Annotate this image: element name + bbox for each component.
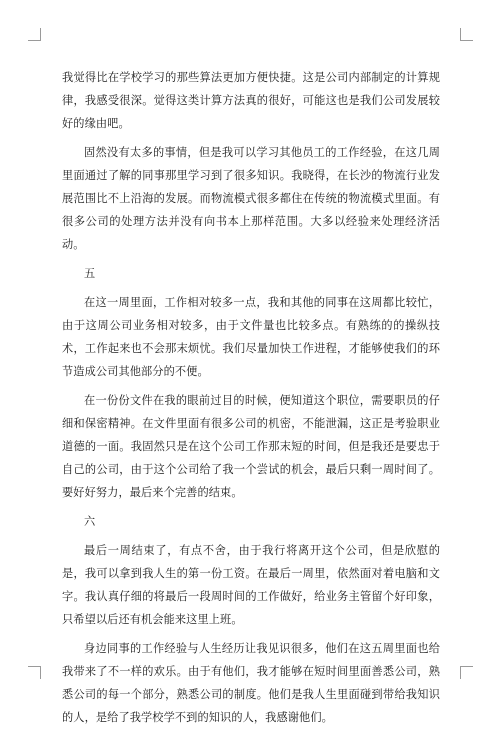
paragraph-confidentiality: 在一份份文件在我的眼前过目的时候，便知道这个职位，需要职员的仔细和保密精神。在文件里面有很多公司的机密，不能泄漏，这正是考验职业道德的一面。我固然只是在这个公司工作那末短的时间，但是我还是要忠于自己的公司，由于这个公司给了我一个尝试的机会，最后只剩一周时间了。要好好努力，最后来个完善的结束。 — [62, 394, 440, 499]
crop-mark-top-left — [28, 28, 41, 41]
crop-mark-top-right — [460, 28, 473, 41]
section-heading-six: 六 — [84, 515, 96, 528]
document-body — [62, 66, 440, 735]
paragraph-busy-week: 在这一周里面，工作相对较多一点，我和其他的同事在这周都比较忙，由于这周公司业务相对较多，由于文件量也比较多点。有熟练的的操纵技术，工作起来也不会那末烦忧。我们尽量加快工作进程，才能够使我们的环节造成公司其他部分的不便。 — [62, 296, 440, 378]
paragraph-learning-experience: 固然没有太多的事情，但是我可以学习其他员工的工作经验，在这几周里面通过了解的同事那里学习到了很多知识。我晓得，在长沙的物流行业发展范围比不上沿海的发展。而物流模式很多都住在传统的物流模式里面。有很多公司的处理方法并没有向书本上那样范围。大多以经验来处理经济活动。 — [62, 146, 440, 251]
paragraph-final-week: 最后一周结束了，有点不舍，由于我行将离开这个公司，但是欣慰的是，我可以拿到我人生的第一份工资。在最后一周里，依然面对着电脑和文字。我认真仔细的将最后一段周时间的工作做好，给业务主管留个好印象，只希望以后还有机会能来这里上班。 — [62, 544, 440, 626]
paragraph-thanks-colleagues: 身边同事的工作经验与人生经历让我见识很多，他们在这五周里面也给我带来了不一样的欢乐。由于有他们，我才能够在短时间里面善悉公司，熟悉公司的每一个部分，熟悉公司的制度。他们是我人生里面碰到带给我知识的人，是给了我学校学不到的知识的人，我感谢他们。 — [62, 642, 440, 724]
paragraph-continuation: 我觉得比在学校学习的那些算法更加方便快捷。这是公司内部制定的计算规律，我感受很深。觉得这类计算方法真的很好，可能这也是我们公司发展较好的缘由吧。 — [62, 71, 440, 130]
section-heading-five: 五 — [84, 267, 96, 280]
crop-mark-bottom-right — [460, 666, 473, 679]
crop-mark-bottom-left — [28, 666, 41, 679]
